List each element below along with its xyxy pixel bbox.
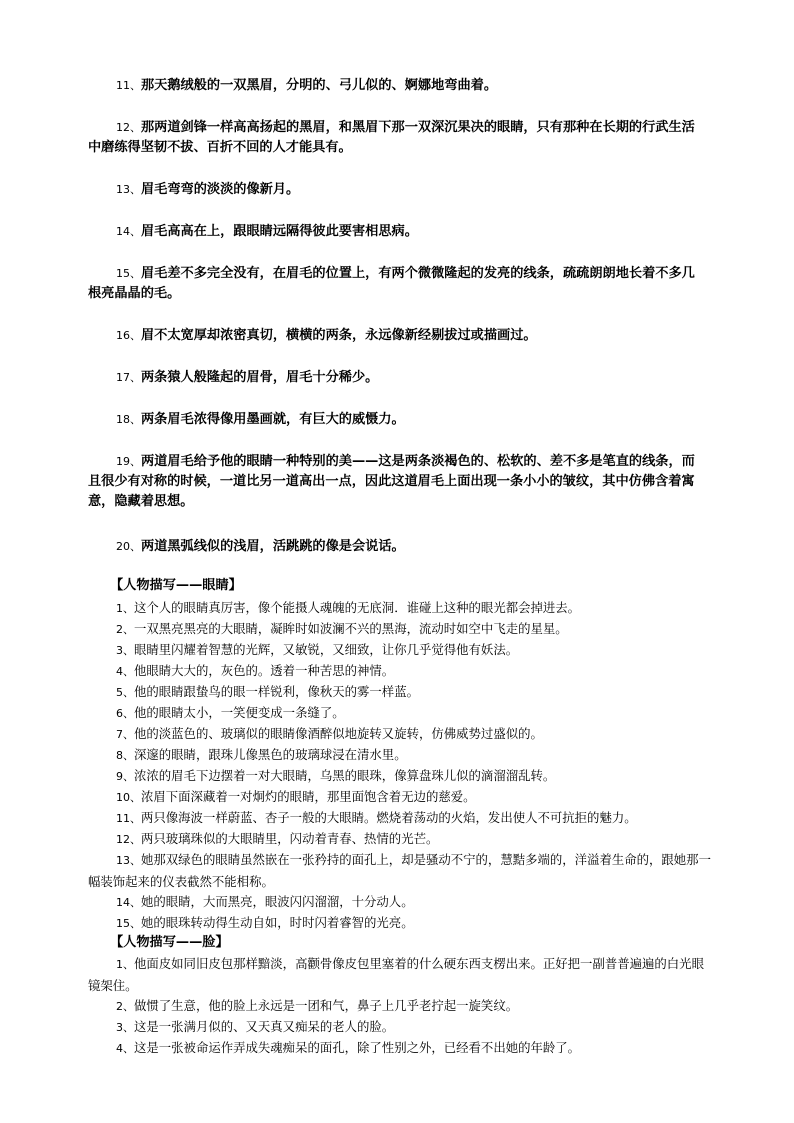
item-text: 他面皮如同旧皮包那样黯淡，高颧骨像皮包里塞着的什么硬东西支楞出来。正好把一副普普遍遍的白光眼镜架住。: [88, 956, 704, 993]
item-text: 两道眉毛给予他的眼睛一种特别的美——这是两条淡褐色的、松软的、差不多是笔直的线条，而且很少有对称的时候，一道比另一道高出一点，因此这道眉毛上面出现一条小小的皱纹，其中仿佛含着寓意，隐藏着思想。: [88, 454, 695, 509]
item-number: 3、: [116, 1021, 134, 1034]
eyes-item-15: [88, 912, 712, 934]
item-text: 这是一张满月似的、又天真又痴呆的老人的脸。: [134, 1019, 395, 1034]
item-number: 11、: [116, 79, 141, 92]
item-text: 那两道剑锋一样高高扬起的黑眉，和黑眉下那一双深沉果决的眼睛，只有那种在长期的行武生活中磨练得坚韧不拔、百折不回的人才能具有。: [88, 120, 695, 155]
item-text: 两条眉毛浓得像用墨画就，有巨大的威慑力。: [141, 412, 405, 427]
item-text: 他的淡蓝色的、玻璃似的眼睛像酒醉似地旋转又旋转，仿佛威势过盛似的。: [134, 726, 543, 741]
item-text: 做惯了生意，他的脸上永远是一团和气，鼻子上几乎老拧起一旋笑纹。: [134, 998, 519, 1013]
eyebrow-item-14: [88, 222, 708, 242]
item-number: 1、: [116, 602, 134, 615]
eyebrow-item-18: [88, 410, 708, 430]
eyebrow-item-17: [88, 368, 708, 388]
eyes-item-9: [88, 765, 712, 787]
item-text: 她那双绿色的眼睛虽然嵌在一张矜持的面孔上，却是骚动不宁的，慧黠多端的，洋溢着生命的，跟她那一幅装饰起来的仪表截然不能相称。: [88, 852, 711, 889]
item-number: 2、: [116, 623, 134, 636]
section-heading-eyes: 【人物描写——眼睛】: [110, 578, 242, 593]
item-number: 10、: [116, 791, 141, 804]
item-number: 4、: [116, 665, 134, 678]
item-text: 眉毛差不多完全没有，在眉毛的位置上，有两个微微隆起的发亮的线条，疏疏朗朗地长着不多几根亮晶晶的毛。: [88, 266, 695, 301]
section-heading-face: 【人物描写——脸】: [110, 935, 229, 950]
item-number: 15、: [116, 267, 141, 280]
item-number: 4、: [116, 1042, 134, 1055]
item-number: 8、: [116, 749, 134, 762]
item-number: 18、: [116, 413, 141, 426]
item-text: 他的眼睛太小，一笑便变成一条缝了。: [134, 705, 345, 720]
eyes-item-6: [88, 702, 712, 724]
item-number: 11、: [116, 812, 141, 825]
item-text: 眼睛里闪耀着智慧的光辉，又敏锐，又细致，让你几乎觉得他有妖法。: [134, 642, 519, 657]
item-text: 两只像海波一样蔚蓝、杏子一般的大眼睛。燃烧着荡动的火焰，发出使人不可抗拒的魅力。: [141, 810, 637, 825]
item-number: 12、: [116, 121, 141, 134]
eyes-item-12: [88, 828, 712, 850]
item-text: 两道黑弧线似的浅眉，活跳跳的像是会说话。: [141, 539, 405, 554]
item-text: 她的眼睛，大而黑亮，眼波闪闪溜溜，十分动人。: [141, 894, 414, 909]
item-number: 5、: [116, 686, 134, 699]
item-text: 两条猿人般隆起的眉骨，眉毛十分稀少。: [141, 370, 379, 385]
item-text: 眉不太宽厚却浓密真切，横横的两条，永远像新经剔拔过或描画过。: [141, 328, 537, 343]
eyes-item-14: [88, 891, 712, 913]
eyes-item-10: [88, 786, 712, 808]
face-item-3: [88, 1016, 712, 1038]
item-number: 13、: [116, 183, 141, 196]
item-number: 7、: [116, 728, 134, 741]
eyebrow-item-16: [88, 326, 708, 346]
item-number: 1、: [116, 958, 134, 971]
item-text: 两只玻璃珠似的大眼睛里，闪动着青春、热情的光芒。: [141, 831, 439, 846]
eyes-item-13: [88, 849, 712, 892]
item-text: 一双黑亮黑亮的大眼睛，凝眸时如波澜不兴的黑海，流动时如空中飞走的星星。: [134, 621, 568, 636]
item-number: 14、: [116, 225, 141, 238]
face-item-2: [88, 995, 712, 1017]
item-text: 这是一张被命运作弄成失魂痴呆的面孔，除了性别之外，已经看不出她的年龄了。: [134, 1040, 581, 1055]
eyebrow-item-15: [88, 264, 708, 304]
item-number: 14、: [116, 896, 141, 909]
eyes-item-7: [88, 723, 712, 745]
item-number: 6、: [116, 707, 134, 720]
eyes-item-8: [88, 744, 712, 766]
face-item-4: [88, 1037, 712, 1059]
item-text: 浓浓的眉毛下边摆着一对大眼睛，乌黑的眼珠，像算盘珠儿似的滴溜溜乱转。: [134, 768, 556, 783]
item-text: 那天鹅绒般的一双黑眉，分明的、弓儿似的、婀娜地弯曲着。: [141, 78, 498, 93]
item-number: 19、: [116, 455, 141, 468]
item-number: 17、: [116, 371, 141, 384]
item-number: 2、: [116, 1000, 134, 1013]
item-number: 9、: [116, 770, 134, 783]
item-text: 她的眼珠转动得生动自如，时时闪着睿智的光亮。: [141, 915, 414, 930]
eyebrow-item-13: [88, 180, 708, 200]
item-number: 3、: [116, 644, 134, 657]
eyes-item-1: [88, 597, 712, 619]
eyebrow-item-20: [88, 537, 708, 557]
item-text: 这个人的眼睛真厉害，像个能摄人魂魄的无底洞．谁碰上这种的眼光都会掉进去。: [134, 600, 581, 615]
eyes-item-5: [88, 681, 712, 703]
item-number: 12、: [116, 833, 141, 846]
eyes-item-11: [88, 807, 712, 829]
item-text: 眉毛高高在上，跟眼睛远隔得彼此要害相思病。: [141, 224, 418, 239]
item-text: 眉毛弯弯的淡淡的像新月。: [141, 182, 300, 197]
eyebrow-item-12: [88, 118, 708, 158]
item-text: 他眼睛大大的，灰色的。透着一种苦思的神情。: [134, 663, 395, 678]
eyebrow-item-19: [88, 452, 708, 512]
item-number: 15、: [116, 917, 141, 930]
item-text: 深邃的眼睛，跟珠儿像黑色的玻璃球浸在清水里。: [134, 747, 407, 762]
eyebrow-item-11: [88, 76, 708, 96]
eyes-item-4: [88, 660, 712, 682]
item-number: 20、: [116, 540, 141, 553]
face-item-1: [88, 953, 712, 996]
item-text: 浓眉下面深藏着一对炯灼的眼睛，那里面饱含着无边的慈爱。: [141, 789, 476, 804]
item-text: 他的眼睛跟蛰鸟的眼一样锐利，像秋天的雾一样蓝。: [134, 684, 419, 699]
eyes-item-2: [88, 618, 712, 640]
item-number: 16、: [116, 329, 141, 342]
item-number: 13、: [116, 854, 141, 867]
eyes-item-3: [88, 639, 712, 661]
